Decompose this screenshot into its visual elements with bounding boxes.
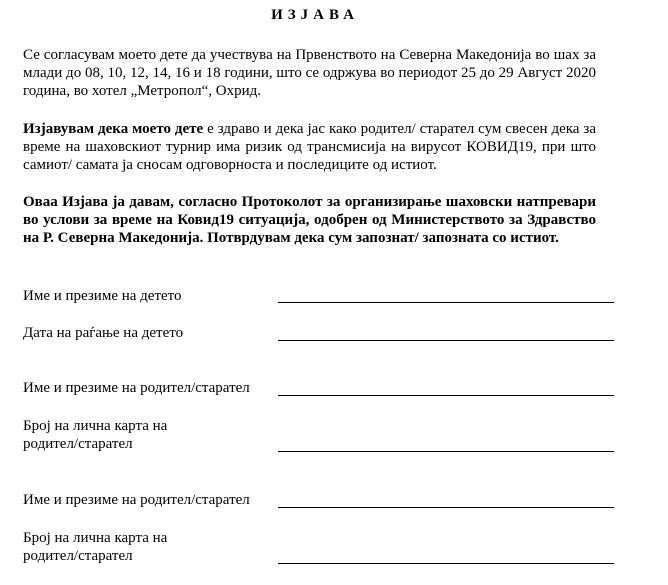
signature-line[interactable] xyxy=(278,507,614,508)
signature-line[interactable] xyxy=(278,451,614,452)
signature-line[interactable] xyxy=(278,340,614,341)
field-label: Број на лична карта на родител/старател xyxy=(23,418,168,452)
declaration-lead: Изјавувам дека моето дете xyxy=(23,121,204,137)
field-label: Број на лична карта на родител/старател xyxy=(23,530,168,564)
declaration-text: е здраво и дека јас како родител/ старател сум свесен дека за време на шаховскиот турнир има ризик од трансмисија на вирусот КОВИД19, при што самиот/ самата ја сносам одговорноста и последиците од истиот. xyxy=(23,121,596,173)
document-title: ИЗЈАВА xyxy=(271,7,359,23)
guardian-id-field-1 xyxy=(23,417,623,461)
field-label: Дата на раѓање на детето xyxy=(23,325,184,341)
signature-line[interactable] xyxy=(278,563,614,564)
field-label: Име и презиме на родител/старател xyxy=(23,492,250,508)
health-declaration-paragraph xyxy=(23,120,596,174)
child-name-field xyxy=(23,287,623,327)
signature-line[interactable] xyxy=(278,395,614,396)
field-label: Име и презиме на детето xyxy=(23,288,182,304)
guardian-name-field-2 xyxy=(23,491,623,531)
consent-paragraph: Се согласувам моето дете да учествува на Првенството на Северна Македонија во шах за млади до 08, 10, 12, 14, 16 и 18 години, што се одржува во периодот 25 до 29 Август 2020 година, во хотел „Метропол“, Охрид. xyxy=(23,47,596,99)
field-label: Име и презиме на родител/старател xyxy=(23,380,250,396)
guardian-name-field-1 xyxy=(23,379,623,419)
child-birthdate-field xyxy=(23,324,623,364)
protocol-paragraph: Оваа Изјава ја давам, согласно Протоколот за организирање шаховски натпревари во услови за време на Ковид19 ситуација, одобрен од Министерството за Здравство на Р. Северна Македонија. Потврдувам дека сум запознат/ запознатa со истиот. xyxy=(23,194,596,246)
signature-line[interactable] xyxy=(278,302,614,303)
guardian-id-field-2 xyxy=(23,529,623,573)
